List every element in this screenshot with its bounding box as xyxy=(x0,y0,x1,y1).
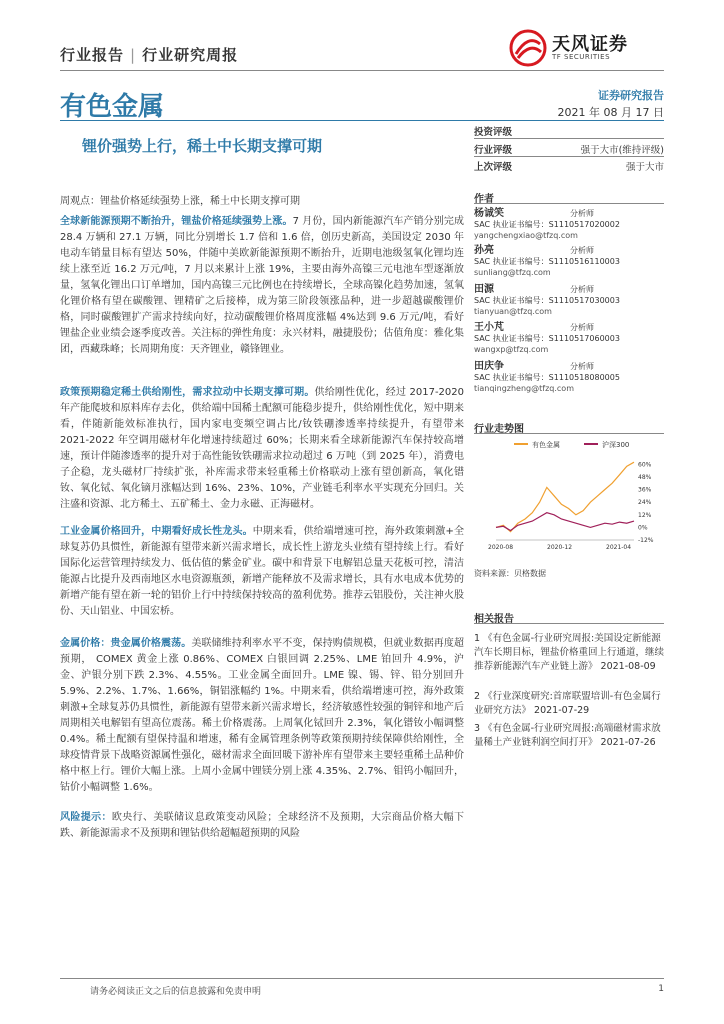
rating-key: 上次评级 xyxy=(474,162,513,173)
x-tick-label: 2021-04 xyxy=(606,544,632,551)
rating-heading: 投资评级 xyxy=(474,127,513,138)
paragraph-lead: 金属价格：贵金属价格震荡。 xyxy=(60,638,192,649)
paragraph-lead: 全球新能源预期不断抬升，锂盐价格延续强势上涨。 xyxy=(60,216,293,227)
author-name: 杨诚笑 xyxy=(474,208,504,219)
rating-key: 行业评级 xyxy=(474,145,513,156)
sector-divider xyxy=(60,120,664,121)
author-role: 分析师 xyxy=(570,323,594,332)
series-line xyxy=(496,513,634,531)
rating-row-industry xyxy=(474,142,664,156)
author-cert: SAC 执业证书编号：S1110518080005 xyxy=(474,373,620,382)
trend-divider xyxy=(474,433,664,434)
x-tick-label: 2020-08 xyxy=(488,544,514,551)
trend-heading: 行业走势图 xyxy=(474,424,524,435)
chart-source: 资料来源：贝格数据 xyxy=(474,569,546,578)
paragraph-text: 供给刚性优化，经过 2017-2020 年产能爬坡和原料库存去化，供给端中国稀土配额可能稳步提升，供给刚性优化，短中期来看，伴随新能效标准执行，国内家电变频空调占比/钕铁硼渗透率持续提升，有望带来 2021-2022 年空调用磁材年化增速持续超过 60%；长期来看全球新能源汽车保持较高增速，预计伴随渗透率的提升对于高性能钕铁硼需求拉动超过 6 万吨（到 2025 年），消费电子企稳，龙头磁材厂持续扩张，补库需求带来轻重稀土价格联动上涨有望创新高，氧化镨钕、氧化铽、氧化镝月涨幅达到 16%、23%、10%，产业链毛利率水平实现充分回归。关注盛和资源、北方稀土、五矿稀土、金力永磁、正海磁材。 xyxy=(60,387,465,510)
paragraph-text: 欧央行、美联储议息政策变动风险；全球经济不及预期，大宗商品价格大幅下跌、新能源需求不及预期和锂钴供给超幅超预期的风险 xyxy=(60,812,465,839)
paragraph-lead: 风险提示： xyxy=(60,812,112,823)
rating-divider xyxy=(474,156,664,157)
author-email[interactable]: wangxp@tfzq.com xyxy=(474,345,549,354)
rating-value: 强于大市 xyxy=(625,162,664,173)
weekly-summary: 周观点：锂盐价格延续强势上涨，稀土中长期支撑可期 xyxy=(60,196,300,207)
y-tick-label: 60% xyxy=(638,461,652,469)
body-paragraph xyxy=(60,524,464,620)
body-paragraph xyxy=(60,385,464,513)
y-tick-label: 36% xyxy=(638,486,652,494)
author-name: 王小芃 xyxy=(474,322,504,333)
author-role: 分析师 xyxy=(570,209,594,218)
body-paragraph xyxy=(60,636,464,796)
header-divider xyxy=(60,70,664,71)
legend-label: 沪深300 xyxy=(602,441,630,449)
paragraph-text: 中期来看，供给端增速可控，海外政策刺激+全球复苏仍具惯性，新能源有望带来新兴需求增长，成长性上游龙头业绩有望持续上行。看好国际化运营管理持续发力、低估值的紫金矿业。碳中和背景下电解铝总量天花板可控，清洁能源占比提升及西南地区水电资源瓶颈，新增产能释放不及需求增长，具有水电成本优势的新增产能有望在新一轮的铝价上行中持续保持较高的盈利优势。推荐云铝股份，关注神火股份、天山铝业、中国宏桥。 xyxy=(60,526,464,617)
report-date: 2021 年 08 月 17 日 xyxy=(557,106,664,119)
author-card xyxy=(474,361,664,394)
rating-divider xyxy=(474,138,664,139)
author-email[interactable]: sunliang@tfzq.com xyxy=(474,268,551,277)
author-name: 田源 xyxy=(474,284,494,295)
author-cert: SAC 执业证书编号：S1110517020002 xyxy=(474,220,620,229)
y-tick-label: 24% xyxy=(638,499,652,507)
author-role: 分析师 xyxy=(570,285,594,294)
body-paragraph xyxy=(60,214,464,358)
author-cert: SAC 执业证书编号：S1110517030003 xyxy=(474,296,620,305)
report-type-separator: | xyxy=(130,46,137,64)
report-type-right: 行业研究周报 xyxy=(142,46,239,64)
tf-logo-icon xyxy=(508,28,548,68)
author-card xyxy=(474,322,664,355)
company-logo xyxy=(508,28,668,68)
industry-trend-chart xyxy=(474,436,664,556)
legend-label: 有色金属 xyxy=(532,441,560,449)
author-card xyxy=(474,208,664,241)
authors-heading: 作者 xyxy=(474,194,494,205)
rating-value: 强于大市(维持评级) xyxy=(580,145,664,156)
page-number: 1 xyxy=(658,984,664,994)
y-tick-label: 12% xyxy=(638,511,652,519)
author-card xyxy=(474,284,664,317)
report-type-header xyxy=(60,44,238,65)
author-email[interactable]: yangchengxiao@tfzq.com xyxy=(474,231,578,240)
y-tick-label: 0% xyxy=(638,524,648,532)
rating-row-previous xyxy=(474,159,664,173)
authors-divider xyxy=(474,203,664,204)
author-role: 分析师 xyxy=(570,246,594,255)
logo-name: 天风证券 xyxy=(552,34,628,55)
author-name: 田庆争 xyxy=(474,361,504,372)
y-tick-label: -12% xyxy=(638,537,654,544)
y-tick-label: 48% xyxy=(638,473,652,481)
paragraph-lead: 工业金属价格回升，中期看好成长性龙头。 xyxy=(60,526,253,537)
author-name: 孙亮 xyxy=(474,245,494,256)
author-card xyxy=(474,245,664,278)
related-divider xyxy=(474,623,664,624)
author-email[interactable]: tianyuan@tfzq.com xyxy=(474,307,552,316)
body-paragraph xyxy=(60,810,464,842)
logo-subtitle: TF SECURITIES xyxy=(552,53,611,61)
x-tick-label: 2020-12 xyxy=(547,544,573,551)
related-heading: 相关报告 xyxy=(474,614,514,625)
series-line xyxy=(496,462,634,531)
author-email[interactable]: tianqingzheng@tfzq.com xyxy=(474,384,574,393)
related-report-item[interactable]: 2 《行业深度研究:首席联盟培训-有色金属行业研究方法》 2021-07-29 xyxy=(474,691,661,716)
paragraph-lead: 政策预期稳定稀土供给刚性，需求拉动中长期支撑可期。 xyxy=(60,387,315,398)
report-title: 锂价强势上行，稀土中长期支撑可期 xyxy=(82,137,323,155)
paragraph-text: 7 月份，国内新能源汽车产销分别完成 28.4 万辆和 27.1 万辆，同比分别增长 1.7 倍和 1.6 倍，创历史新高，美国设定 2030 年电动车销量目标有望达 50%，伴随中美欧新能源预期不断抬升，近期电池级氢氧化锂均连续上涨至近 16.2 万元/吨，7 月以来累计上涨 19%，主要由海外高镍三元电池车型逐渐放量，氢氧化锂出口订单增加，国内高镍三元比例也在持续增长，全球高镍化趋势加速，氢氧化锂价格有望在碳酸锂、锂精矿之后接棒，成为第三阶段领涨品种，进一步超越碳酸锂价格，同时碳酸锂扩产需求持续向好，拉动碳酸锂价格周度涨幅 4%达到 9.6 万元/吨，看好锂盐企业业绩会逐季度改善。关注标的弹性角度：永兴材料，融捷股份；估值角度：雅化集团，西藏珠峰；长周期角度：天齐锂业，赣锋锂业。 xyxy=(60,216,465,355)
author-cert: SAC 执业证书编号：S1110516110003 xyxy=(474,257,620,266)
related-report-item[interactable]: 3 《有色金属-行业研究周报:高端磁材需求放量稀土产业链利润空间打开》 2021-07-26 xyxy=(474,723,661,748)
sector-title: 有色金属 xyxy=(60,92,165,122)
footer-disclaimer[interactable]: 请务必阅读正文之后的信息披露和免责申明 xyxy=(90,987,262,997)
paragraph-text: 美联储维持利率水平不变，保持购债规模，但就业数据再度超预期， COMEX 黄金上涨 0.86%、COMEX 白银回调 2.25%、LME 铂回升 4.9%，沪金、沪银分别下跌 2.3%、4.55%。工业金属全面回升。LME 镍、锡、锌、铅分别回升 5.9%、2.2%、1.7%、1.66%，铜铝涨幅约 1%。中期来看，供给端增速可控，海外政策刺激+全球复苏仍具惯性，新能源有望带来新兴需求增长，经济敏感性较强的铜锌和地产后周期相关电解铝有望高位震荡。稀土价格震荡。上周氧化铽回升 2.3%，氧化镨钕小幅调整 0.4%。稀土配额有望保持温和增速，稀有金属管理条例等政策预期持续保障供给刚性，全球疫情背景下战略资源属性强化，磁材需求全面回暖下游补库有望带来主要轻重稀土品种价格中枢上行。锂价大幅上涨。上周小金属中锂镁分别上涨 4.35%、2.7%、钼钨小幅回升，钴价小幅调整 1.6%。 xyxy=(60,638,465,793)
report-type-left: 行业报告 xyxy=(60,46,125,64)
author-cert: SAC 执业证书编号：S1110517060003 xyxy=(474,334,620,343)
author-role: 分析师 xyxy=(570,362,594,371)
report-kind: 证券研究报告 xyxy=(598,89,664,102)
footer-divider xyxy=(60,978,664,979)
related-report-item[interactable]: 1 《有色金属-行业研究周报:美国设定新能源汽车长期目标，锂盐价格重回上行通道，继续推荐新能源汽车产业链上游》 2021-08-09 xyxy=(474,633,665,672)
